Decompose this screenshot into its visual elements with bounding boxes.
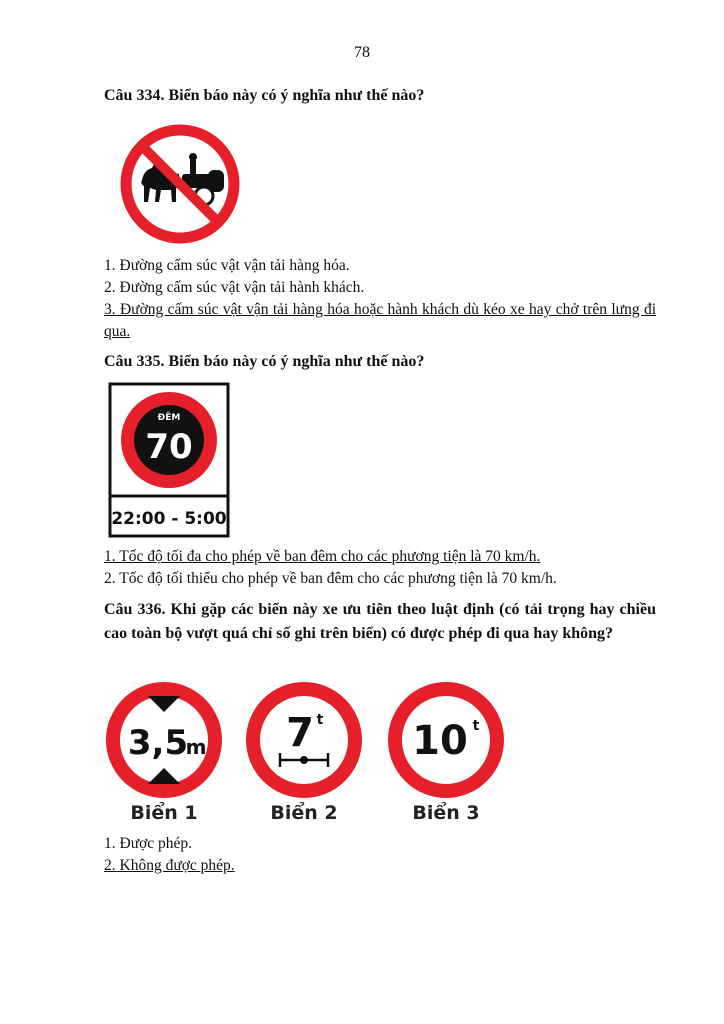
speed-value: 70 xyxy=(145,427,193,467)
q334-option-1: 1. Đường cấm súc vật vận tải hàng hóa. xyxy=(104,257,350,274)
weight-limit-unit: t xyxy=(472,718,480,734)
sign-2-label: Biển 2 xyxy=(270,802,338,824)
no-animal-drawn-vehicle-sign-icon xyxy=(116,122,246,246)
q335-option-1-correct: 1. Tốc độ tối đa cho phép về ban đêm cho các phương tiện là 70 km/h. xyxy=(104,548,541,565)
height-limit-value: 3,5 xyxy=(127,723,189,763)
q335-option-2: 2. Tốc độ tối thiểu cho phép về ban đêm cho các phương tiện là 70 km/h. xyxy=(104,570,557,587)
height-limit-unit: m xyxy=(185,735,207,759)
sign-3-label: Biển 3 xyxy=(412,802,480,824)
page-number: 78 xyxy=(354,44,370,61)
question-335-title: Câu 335. Biển báo này có ý nghĩa như thế nào? xyxy=(104,353,425,370)
weight-limit-value: 10 xyxy=(412,718,468,764)
weight-limit-sign xyxy=(386,680,506,800)
night-label: ĐÊM xyxy=(157,413,181,423)
night-speed-limit-sign xyxy=(108,382,230,538)
question-334-title: Câu 334. Biển báo này có ý nghĩa như thế nào? xyxy=(104,87,425,104)
q334-option-3-correct: 3. Đường cấm súc vật vận tải hàng hóa hoặc hành khách dù kéo xe hay chở trên lưng đi qua. xyxy=(104,301,656,340)
question-336-title: Câu 336. Khi gặp các biển này xe ưu tiên theo luật định (có tải trọng hay chiều cao toàn bộ vượt quá chỉ số ghi trên biển) có được phép đi qua hay không? xyxy=(104,601,656,642)
q336-option-1: 1. Được phép. xyxy=(104,835,193,852)
axle-load-unit: t xyxy=(316,712,324,728)
sign-1-label: Biển 1 xyxy=(130,802,198,824)
axle-load-limit-sign xyxy=(244,680,364,800)
q334-option-2: 2. Đường cấm súc vật vận tải hành khách. xyxy=(104,279,365,296)
height-limit-sign xyxy=(104,680,224,800)
time-range: 22:00 - 5:00 xyxy=(111,509,227,529)
q336-option-2-correct: 2. Không được phép. xyxy=(104,857,235,874)
axle-load-value: 7 xyxy=(286,710,314,756)
